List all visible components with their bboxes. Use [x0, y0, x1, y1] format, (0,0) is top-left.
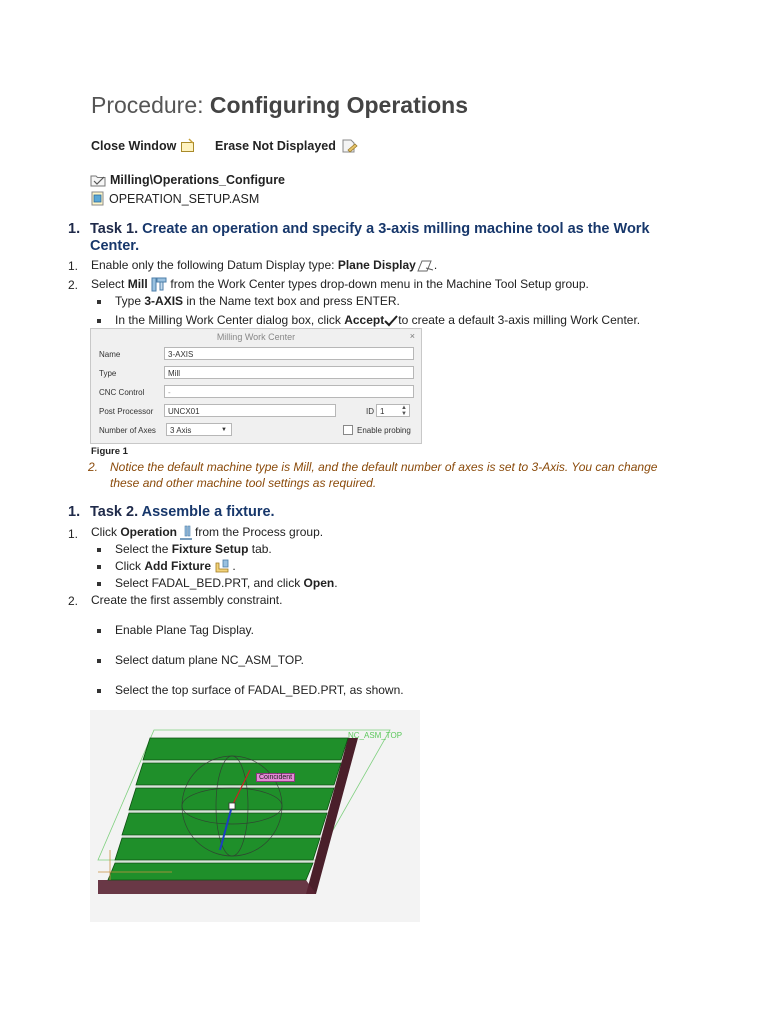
fixture-bed-figure [90, 710, 420, 922]
model-file-text: OPERATION_SETUP.ASM [109, 191, 260, 206]
title-prefix: Procedure: [91, 92, 204, 118]
chevron-down-icon: ▼ [221, 427, 227, 433]
bullet-bold: 3-AXIS [144, 294, 184, 308]
task2-step2-number: 2. [68, 594, 79, 608]
step-post: from the Process group. [195, 525, 324, 539]
assembly-file-icon [90, 191, 106, 206]
task1-text: Create an operation and specify a 3-axis milling machine tool as the Work Center. [90, 221, 650, 254]
task2-label: Task 2. [90, 504, 139, 520]
task1-step2-number: 2. [68, 278, 79, 292]
bullet-post: . [334, 576, 338, 590]
task2-bullet3 [97, 576, 338, 590]
erase-icon [340, 138, 358, 154]
task2-heading [68, 504, 668, 522]
bullet-post: to create a default 3-axis milling Work Center. [398, 313, 641, 327]
folder-open-icon [90, 173, 107, 187]
task2-text: Assemble a fixture. [141, 504, 275, 520]
task2-bullet2 [97, 559, 236, 574]
task1-bullet2 [97, 313, 640, 327]
plane-display-icon [416, 259, 434, 273]
bullet-text: Select datum plane NC_ASM_TOP. [115, 653, 304, 667]
task2-bullet5 [97, 653, 304, 667]
bullet-post: tab. [251, 542, 272, 556]
dialog-title: Milling Work Center [216, 332, 296, 342]
task1-number: 1. [68, 221, 81, 237]
id-value: 1 [380, 407, 385, 416]
mill-icon [151, 277, 167, 292]
erase-not-displayed-label: Erase Not Displayed [215, 139, 336, 153]
bullet-bold: Open [303, 576, 335, 590]
bullet-text: Click [115, 559, 141, 573]
model-path-text: Milling\Operations_Configure [110, 173, 286, 187]
task2-number: 1. [68, 504, 81, 520]
title-main: Configuring Operations [209, 92, 469, 118]
task1-step2 [91, 277, 589, 292]
model-path [90, 173, 285, 187]
number-of-axes-value: 3 Axis [170, 426, 192, 435]
coincident-constraint-tag: Coincident [256, 773, 295, 782]
bullet-text: Select the [115, 542, 169, 556]
bullet-post: in the Name text box and press ENTER. [186, 294, 400, 308]
id-spinner-icon[interactable]: ▲ ▼ [401, 405, 407, 417]
task1-label: Task 1. [90, 221, 139, 237]
milling-work-center-dialog [90, 328, 422, 444]
id-label: ID [366, 407, 374, 416]
task1-step1-number: 1. [68, 259, 79, 273]
operation-label: Operation [120, 525, 178, 539]
bullet-post: . [232, 559, 236, 573]
close-window-icon [180, 138, 196, 153]
step-text: Select [91, 277, 125, 291]
enable-probing-label: Enable probing [357, 426, 411, 435]
number-of-axes-label: Number of Axes [99, 426, 156, 435]
bullet-bold: Fixture Setup [171, 542, 249, 556]
task2-step2: Create the first assembly constraint. [91, 593, 283, 607]
accept-label: Accept [344, 313, 385, 327]
note-number: 2. [88, 460, 99, 474]
number-of-axes-select[interactable] [166, 423, 232, 436]
dialog-close-icon[interactable]: × [409, 331, 415, 341]
fixture-bed-render [90, 710, 420, 922]
bullet-text: Enable Plane Tag Display. [115, 623, 254, 637]
step-text: Click [91, 525, 117, 539]
operation-icon [177, 525, 195, 540]
add-fixture-icon [214, 559, 232, 574]
figure1-caption: Figure 1 [91, 446, 128, 457]
task2-step1 [91, 525, 323, 540]
bullet-text: Select FADAL_BED.PRT, and click [115, 576, 301, 590]
task1-step1 [91, 258, 437, 273]
note [88, 459, 668, 493]
close-window-label: Close Window [91, 138, 177, 153]
name-label: Name [99, 350, 121, 359]
task1-heading [68, 221, 668, 257]
task2-bullet6 [97, 683, 404, 697]
post-processor-field[interactable]: UNCX01 [164, 404, 336, 417]
cnc-control-label: CNC Control [99, 388, 145, 397]
close-window-button[interactable] [91, 138, 196, 153]
step-text: Enable only the following Datum Display type: [91, 258, 335, 272]
type-label: Type [99, 369, 117, 378]
task2-bullet1 [97, 542, 272, 556]
bullet-text: Type [115, 294, 142, 308]
step-post: from the Work Center types drop-down menu in the Machine Tool Setup group. [170, 277, 589, 291]
checkmark-icon [384, 315, 398, 327]
task2-bullet4 [97, 623, 254, 637]
nc-asm-top-plane-label: NC_ASM_TOP [348, 731, 403, 740]
task2-step1-number: 1. [68, 527, 79, 541]
bullet-text: In the Milling Work Center dialog box, click [115, 313, 341, 327]
cnc-control-field[interactable]: - [164, 385, 414, 398]
note-text: Notice the default machine type is Mill, and the default number of axes is set to 3-Axis. You can change these and other machine tool settings as required. [110, 460, 658, 490]
erase-not-displayed-button[interactable] [215, 138, 358, 154]
id-field[interactable] [376, 404, 410, 417]
name-field[interactable]: 3-AXIS [164, 347, 414, 360]
mill-label: Mill [127, 277, 148, 291]
enable-probing-checkbox[interactable] [343, 425, 353, 435]
type-field[interactable]: Mill [164, 366, 414, 379]
step-post: . [433, 258, 438, 272]
task1-bullet1 [97, 294, 400, 308]
plane-display-label: Plane Display [337, 258, 416, 272]
post-processor-label: Post Processor [99, 407, 154, 416]
bullet-text: Select the top surface of FADAL_BED.PRT, as shown. [115, 683, 404, 697]
add-fixture-label: Add Fixture [144, 559, 212, 573]
model-file [90, 191, 259, 206]
page-title [91, 92, 468, 119]
